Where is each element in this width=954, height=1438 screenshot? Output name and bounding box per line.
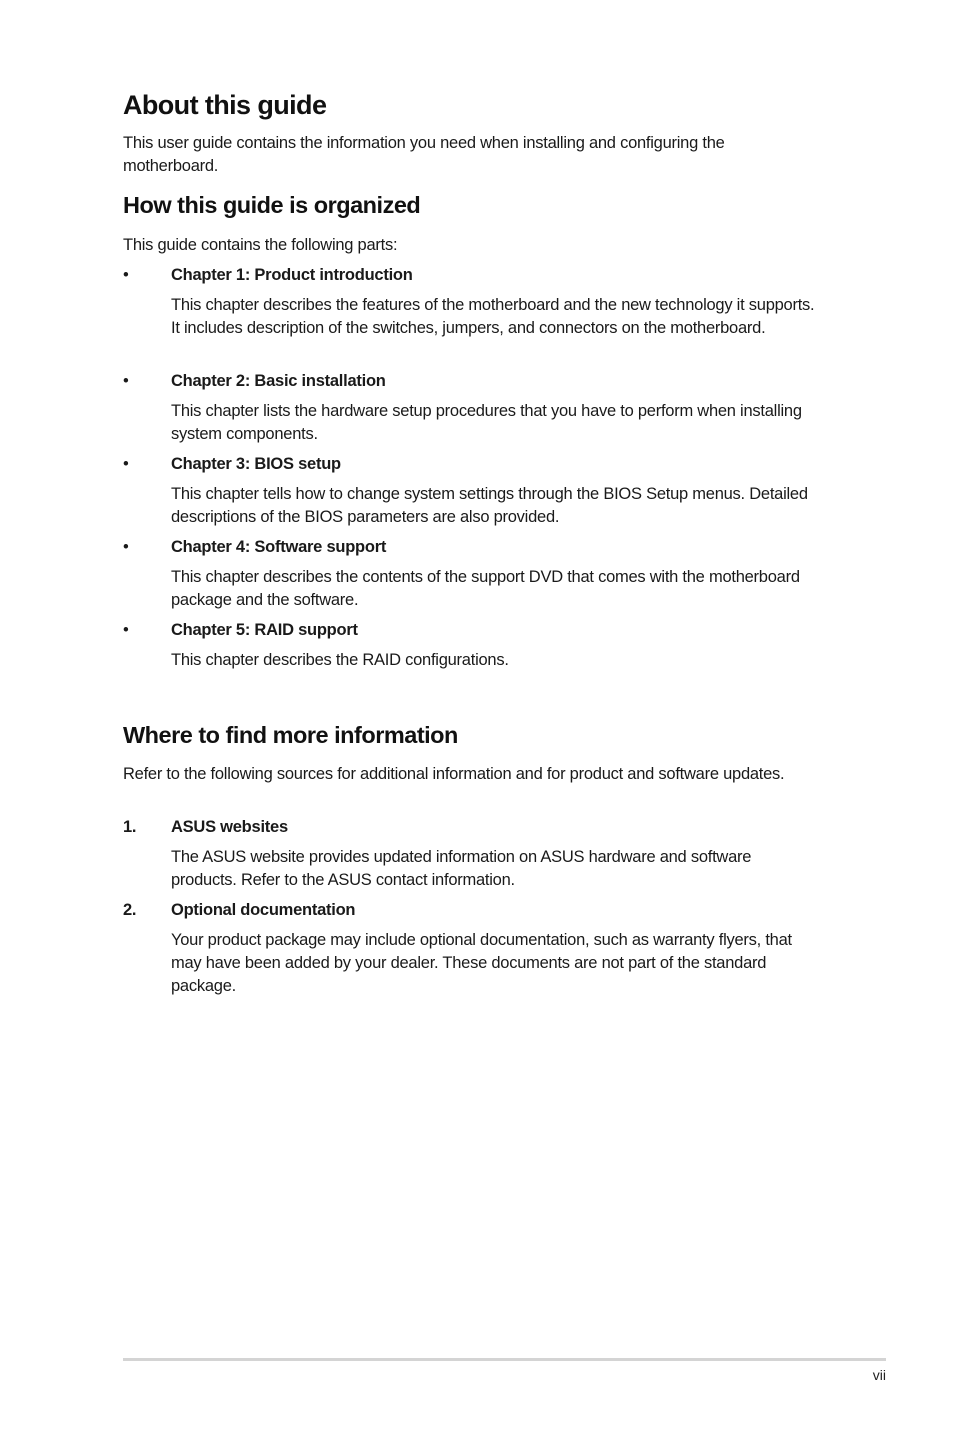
bullet-marker: • bbox=[123, 372, 129, 390]
source-2-description: Your product package may include optional documentation, such as warranty flyers, that may have been added by your dealer. These documents are not part of the standard package. bbox=[171, 931, 792, 996]
chapter-1-description: This chapter describes the features of the motherboard and the new technology it supports. It includes description of the switches, jumpers, and connectors on the motherboard. bbox=[171, 296, 815, 338]
chapter-4-description: This chapter describes the contents of the support DVD that comes with the motherboard package and the software. bbox=[171, 568, 800, 610]
footer-divider bbox=[123, 1358, 886, 1361]
chapter-3-title: Chapter 3: BIOS setup bbox=[171, 455, 341, 473]
chapter-3-description: This chapter tells how to change system settings through the BIOS Setup menus. Detailed descriptions of the BIOS parameters are also provided. bbox=[171, 485, 808, 527]
bullet-marker: • bbox=[123, 266, 129, 284]
organized-heading: How this guide is organized bbox=[123, 192, 421, 218]
source-1-number: 1. bbox=[123, 818, 137, 836]
chapter-2-title: Chapter 2: Basic installation bbox=[171, 372, 386, 390]
chapter-2-description: This chapter lists the hardware setup procedures that you have to perform when installing system components. bbox=[171, 402, 802, 444]
bullet-marker: • bbox=[123, 455, 129, 473]
about-intro: This user guide contains the information you need when installing and configuring the motherboard. bbox=[123, 134, 725, 176]
more-info-heading: Where to find more information bbox=[123, 722, 458, 748]
source-2-title: Optional documentation bbox=[171, 901, 356, 919]
chapter-4-title: Chapter 4: Software support bbox=[171, 538, 387, 556]
organized-intro: This guide contains the following parts: bbox=[123, 236, 398, 254]
bullet-marker: • bbox=[123, 538, 129, 556]
source-1-description: The ASUS website provides updated information on ASUS hardware and software products. Refer to the ASUS contact information. bbox=[171, 848, 752, 890]
about-heading: About this guide bbox=[123, 90, 327, 120]
page-number: vii bbox=[872, 1367, 886, 1383]
source-2-number: 2. bbox=[123, 901, 137, 919]
chapter-5-description: This chapter describes the RAID configurations. bbox=[171, 651, 509, 669]
source-1-title: ASUS websites bbox=[171, 818, 288, 836]
chapter-5-title: Chapter 5: RAID support bbox=[171, 621, 358, 639]
more-info-intro: Refer to the following sources for additional information and for product and software updates. bbox=[123, 765, 785, 783]
chapter-1-title: Chapter 1: Product introduction bbox=[171, 266, 413, 284]
bullet-marker: • bbox=[123, 621, 129, 639]
